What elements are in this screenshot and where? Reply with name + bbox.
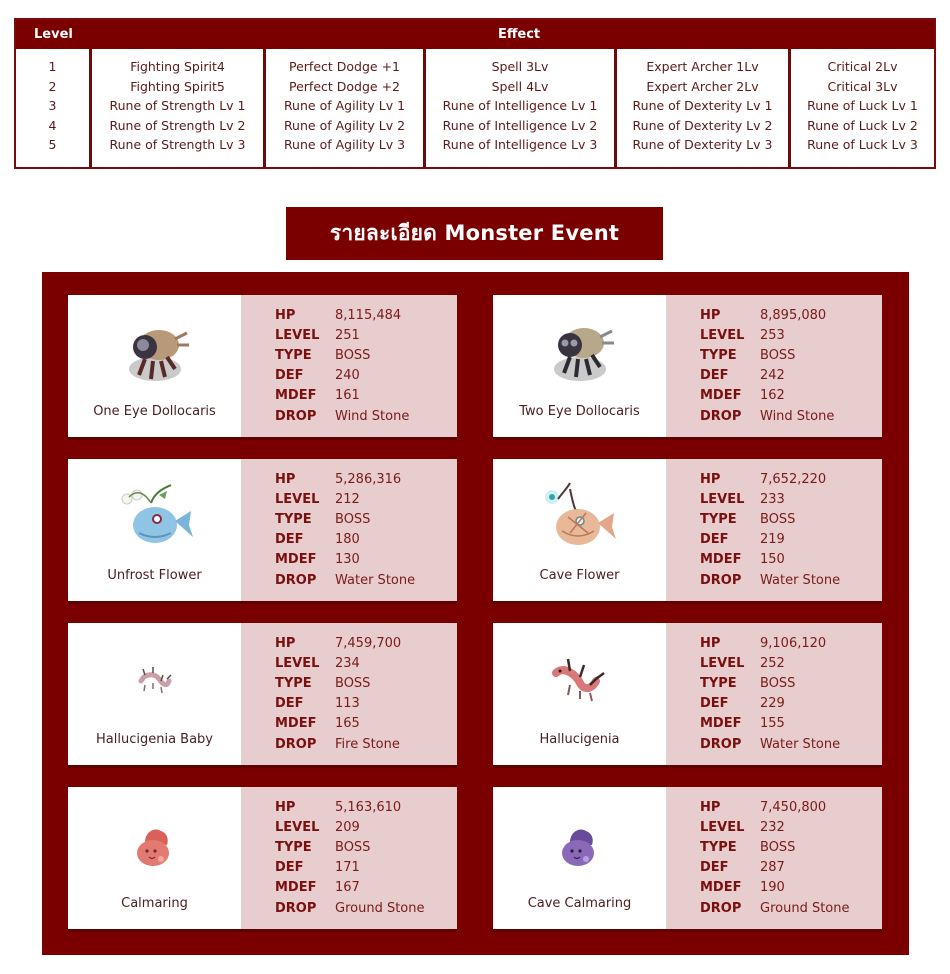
stat-drop [700, 898, 850, 918]
stat-drop [275, 570, 415, 590]
level-cell: 1 [48, 59, 57, 74]
effect-cell: Rune of Luck Lv 2 [807, 117, 918, 133]
effect-cell: Rune of Dexterity Lv 1 [632, 98, 773, 114]
stat-def [700, 694, 840, 714]
effect-cell: Rune of Strength Lv 1 [109, 98, 246, 114]
stat-value: BOSS [335, 839, 371, 855]
stat-drop [700, 734, 840, 754]
stat-type [275, 345, 409, 365]
monster-stats [241, 623, 457, 765]
stat-mdef [275, 550, 415, 570]
monster-panel [42, 272, 909, 955]
stat-value: Wind Stone [760, 408, 835, 424]
level-column [16, 49, 92, 167]
stat-level [275, 489, 415, 509]
effect-cell: Rune of Agility Lv 2 [283, 117, 406, 133]
stat-hp [700, 305, 834, 325]
stat-value: 190 [760, 880, 785, 896]
stat-hp [275, 797, 425, 817]
stat-label: TYPE [275, 347, 312, 363]
effect-cell: Spell 3Lv [491, 59, 549, 74]
section-title: รายละเอียด Monster Event [329, 221, 620, 245]
dollocaris-sprite-icon [115, 317, 195, 389]
stat-label: MDEF [700, 716, 742, 732]
effect-column-dexterity [617, 49, 791, 167]
monster-stats [666, 459, 882, 601]
stat-label: MDEF [700, 388, 742, 404]
stat-value: BOSS [760, 511, 796, 527]
stat-label: HP [275, 799, 296, 815]
effect-cell: Rune of Intelligence Lv 3 [442, 137, 598, 153]
stat-value: BOSS [335, 675, 371, 691]
monster-card [68, 623, 457, 768]
stat-label: DEF [275, 368, 304, 384]
stat-label: DROP [275, 572, 317, 588]
stat-def [700, 366, 834, 386]
stat-label: HP [275, 635, 296, 651]
stat-label: DROP [700, 408, 742, 424]
stat-level [700, 817, 850, 837]
stat-label: LEVEL [275, 819, 320, 835]
stat-mdef [700, 386, 834, 406]
monster-name: Cave Flower [539, 568, 620, 583]
monster-stats [666, 295, 882, 437]
level-cell: 3 [48, 98, 57, 114]
stat-label: MDEF [275, 552, 317, 568]
stat-value: 287 [760, 860, 785, 876]
effect-table [14, 18, 936, 169]
effect-cell: Rune of Luck Lv 3 [807, 137, 918, 153]
stat-value: 162 [760, 388, 785, 404]
monster-card [493, 787, 882, 932]
stat-label: HP [275, 471, 296, 487]
effect-cell: Rune of Agility Lv 3 [283, 137, 406, 153]
level-cell: 2 [48, 78, 57, 94]
stat-label: DROP [700, 736, 742, 752]
stat-type [700, 837, 850, 857]
stat-value: Water Stone [760, 572, 841, 588]
stat-mdef [275, 714, 401, 734]
hallucigenia-sprite-icon [540, 645, 620, 717]
stat-label: LEVEL [275, 491, 320, 507]
effect-cell: Rune of Strength Lv 2 [109, 117, 246, 133]
stat-value: 209 [335, 819, 360, 835]
effect-cell: Rune of Dexterity Lv 3 [632, 137, 773, 153]
monster-portrait [68, 459, 241, 601]
stat-label: DROP [275, 900, 317, 916]
stat-value: 167 [335, 880, 360, 896]
monster-portrait [493, 459, 666, 601]
stat-value: BOSS [760, 347, 796, 363]
stat-label: TYPE [275, 675, 312, 691]
stat-label: DEF [275, 696, 304, 712]
level-cell: 4 [48, 117, 57, 133]
monster-portrait [493, 623, 666, 765]
stat-value: 252 [760, 655, 785, 671]
stat-label: MDEF [275, 388, 317, 404]
monster-card [68, 787, 457, 932]
stat-value: 242 [760, 368, 785, 384]
stat-label: TYPE [700, 839, 737, 855]
stat-label: DEF [275, 860, 304, 876]
stat-value: BOSS [760, 839, 796, 855]
stat-def [275, 694, 401, 714]
stat-label: DEF [700, 696, 729, 712]
effect-cell: Rune of Intelligence Lv 2 [442, 117, 598, 133]
effect-table-header [16, 20, 934, 49]
stat-value: 229 [760, 696, 785, 712]
stat-value: 8,895,080 [760, 307, 827, 323]
stat-label: MDEF [275, 716, 317, 732]
stat-value: Ground Stone [760, 900, 850, 916]
stat-value: 219 [760, 532, 785, 548]
effect-cell: Rune of Dexterity Lv 2 [632, 117, 773, 133]
monster-stats [666, 787, 882, 929]
anglerfish-blue-sprite-icon [115, 481, 195, 553]
stat-value: 5,286,316 [335, 471, 402, 487]
stat-drop [275, 734, 401, 754]
monster-portrait [68, 295, 241, 437]
monster-name: Unfrost Flower [107, 568, 202, 583]
stat-label: HP [700, 799, 721, 815]
stat-label: LEVEL [275, 327, 320, 343]
stat-label: LEVEL [700, 327, 745, 343]
stat-type [275, 673, 401, 693]
header-effect: Effect [498, 27, 541, 42]
stat-level [275, 653, 401, 673]
stat-label: TYPE [700, 511, 737, 527]
monster-name: Cave Calmaring [527, 896, 632, 911]
stat-value: 130 [335, 552, 360, 568]
stat-value: 234 [335, 655, 360, 671]
stat-drop [700, 406, 834, 426]
stat-value: 233 [760, 491, 785, 507]
effect-column-agility [266, 49, 426, 167]
stat-hp [700, 469, 840, 489]
stat-type [275, 837, 425, 857]
effect-table-body [16, 49, 934, 167]
stat-hp [275, 469, 415, 489]
stat-def [700, 858, 850, 878]
stat-value: 5,163,610 [335, 799, 402, 815]
stat-mdef [700, 550, 840, 570]
calmaring-purple-sprite-icon [540, 809, 620, 881]
stat-value: 113 [335, 696, 360, 712]
anglerfish-tan-sprite-icon [540, 481, 620, 553]
stat-level [275, 325, 409, 345]
hallucigenia-small-sprite-icon [115, 645, 195, 717]
stat-hp [700, 633, 840, 653]
stat-value: BOSS [760, 675, 796, 691]
monster-card [493, 623, 882, 768]
effect-column-luck [791, 49, 934, 167]
stat-label: LEVEL [275, 655, 320, 671]
stat-def [275, 530, 415, 550]
monster-card [493, 295, 882, 440]
stat-label: HP [275, 307, 296, 323]
effect-column-strength [92, 49, 266, 167]
stat-type [275, 509, 415, 529]
stat-value: 161 [335, 388, 360, 404]
effect-cell: Rune of Intelligence Lv 1 [442, 98, 598, 114]
stat-mdef [275, 878, 425, 898]
monster-stats [241, 787, 457, 929]
effect-cell: Rune of Agility Lv 1 [283, 98, 406, 114]
monster-stats [666, 623, 882, 765]
monster-card [493, 459, 882, 604]
monster-name: Hallucigenia Baby [96, 732, 213, 747]
stat-label: MDEF [275, 880, 317, 896]
monster-portrait [68, 623, 241, 765]
monster-name: Hallucigenia [539, 732, 620, 747]
stat-label: HP [700, 307, 721, 323]
stat-value: 171 [335, 860, 360, 876]
stat-value: 9,106,120 [760, 635, 827, 651]
stat-label: LEVEL [700, 491, 745, 507]
stat-value: Wind Stone [335, 408, 410, 424]
stat-def [275, 366, 409, 386]
level-cell: 5 [48, 137, 57, 153]
monster-stats [241, 459, 457, 601]
monster-portrait [493, 787, 666, 929]
stat-def [700, 530, 840, 550]
stat-label: DROP [700, 572, 742, 588]
stat-value: 8,115,484 [335, 307, 402, 323]
header-level: Level [34, 27, 73, 42]
stat-label: HP [700, 471, 721, 487]
effect-cell: Fighting Spirit5 [130, 78, 225, 94]
calmaring-pink-sprite-icon [115, 809, 195, 881]
stat-level [700, 489, 840, 509]
stat-value: Fire Stone [335, 736, 400, 752]
stat-drop [700, 570, 840, 590]
stat-label: HP [700, 635, 721, 651]
effect-cell: Perfect Dodge +1 [289, 59, 400, 74]
effect-cell: Expert Archer 2Lv [646, 78, 759, 94]
stat-value: 7,450,800 [760, 799, 827, 815]
stat-value: Water Stone [760, 736, 841, 752]
dollocaris-sprite-icon [540, 317, 620, 389]
stat-value: 232 [760, 819, 785, 835]
stat-value: Water Stone [335, 572, 416, 588]
monster-portrait [493, 295, 666, 437]
stat-type [700, 673, 840, 693]
effect-cell: Rune of Strength Lv 3 [109, 137, 246, 153]
effect-cell: Critical 3Lv [827, 78, 898, 94]
stat-label: TYPE [275, 839, 312, 855]
stat-label: DROP [700, 900, 742, 916]
stat-hp [275, 305, 409, 325]
effect-cell: Rune of Luck Lv 1 [807, 98, 918, 114]
stat-hp [275, 633, 401, 653]
stat-label: DEF [275, 532, 304, 548]
stat-label: LEVEL [700, 655, 745, 671]
stat-value: Ground Stone [335, 900, 425, 916]
stat-value: 240 [335, 368, 360, 384]
stat-def [275, 858, 425, 878]
stat-label: DEF [700, 860, 729, 876]
stat-label: DROP [275, 736, 317, 752]
stat-drop [275, 406, 409, 426]
stat-label: LEVEL [700, 819, 745, 835]
stat-value: 212 [335, 491, 360, 507]
effect-cell: Perfect Dodge +2 [289, 78, 400, 94]
effect-column-intelligence [426, 49, 617, 167]
monster-card [68, 295, 457, 440]
stat-mdef [700, 878, 850, 898]
stat-drop [275, 898, 425, 918]
stat-hp [700, 797, 850, 817]
stat-value: 150 [760, 552, 785, 568]
effect-cell: Expert Archer 1Lv [646, 59, 759, 74]
monster-portrait [68, 787, 241, 929]
monster-name: Two Eye Dollocaris [519, 404, 640, 419]
stat-label: TYPE [700, 347, 737, 363]
stat-value: BOSS [335, 347, 371, 363]
stat-value: 155 [760, 716, 785, 732]
stat-value: 7,459,700 [335, 635, 402, 651]
stat-type [700, 345, 834, 365]
stat-mdef [700, 714, 840, 734]
stat-level [275, 817, 425, 837]
stat-value: 7,652,220 [760, 471, 827, 487]
stat-value: 180 [335, 532, 360, 548]
effect-cell: Fighting Spirit4 [130, 59, 225, 74]
stat-label: MDEF [700, 552, 742, 568]
stat-label: DROP [275, 408, 317, 424]
stat-type [700, 509, 840, 529]
stat-level [700, 325, 834, 345]
monster-stats [241, 295, 457, 437]
stat-value: 251 [335, 327, 360, 343]
stat-label: DEF [700, 368, 729, 384]
stat-level [700, 653, 840, 673]
monster-name: One Eye Dollocaris [93, 404, 216, 419]
stat-value: 253 [760, 327, 785, 343]
stat-label: DEF [700, 532, 729, 548]
stat-label: TYPE [700, 675, 737, 691]
stat-mdef [275, 386, 409, 406]
monster-card [68, 459, 457, 604]
stat-value: 165 [335, 716, 360, 732]
effect-cell: Critical 2Lv [827, 59, 898, 74]
monster-name: Calmaring [121, 896, 188, 911]
stat-label: TYPE [275, 511, 312, 527]
effect-cell: Spell 4Lv [491, 78, 549, 94]
section-title-banner [286, 207, 663, 260]
stat-value: BOSS [335, 511, 371, 527]
stat-label: MDEF [700, 880, 742, 896]
